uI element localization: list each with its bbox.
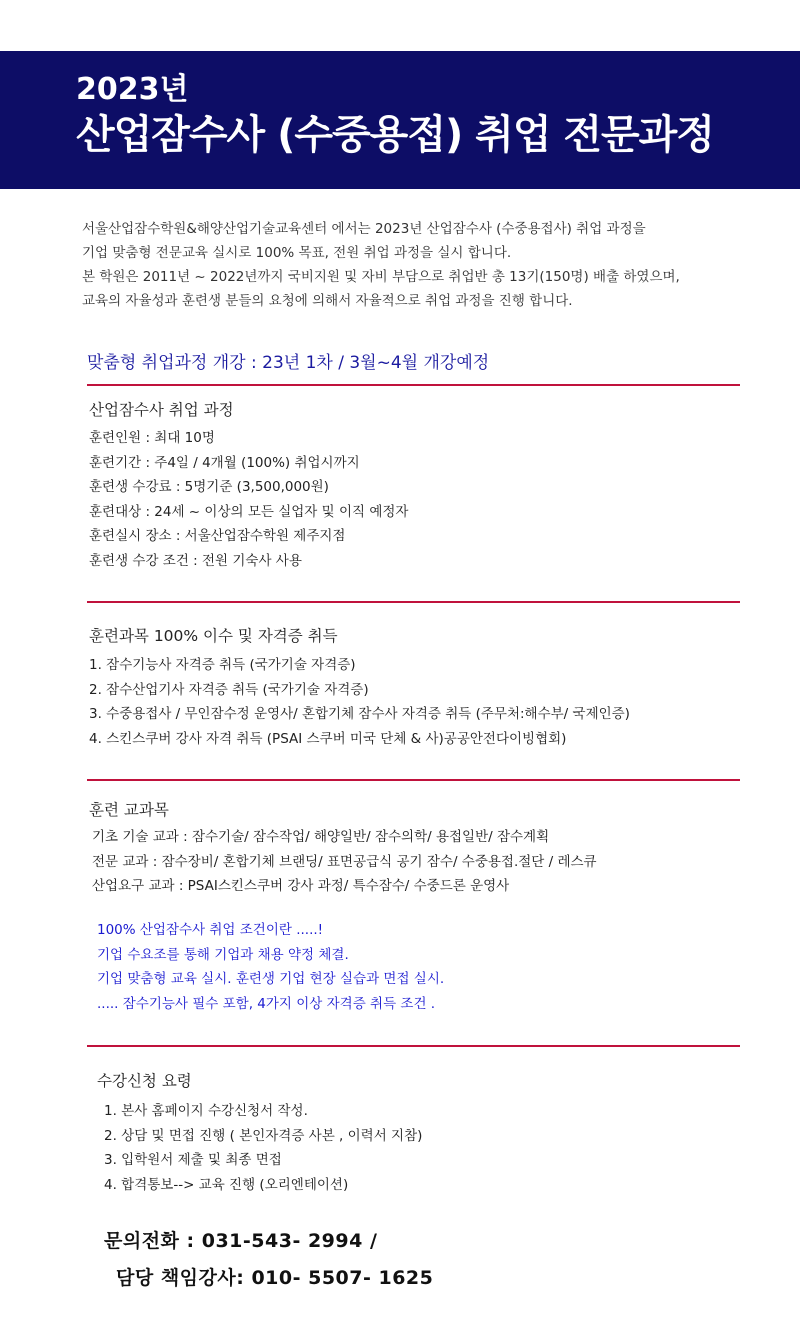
- subjects-list: [92, 825, 597, 899]
- apply-step: 2. 상담 및 면접 진행 ( 본인자격증 사본 , 이력서 지참): [104, 1127, 423, 1144]
- intro-line: 본 학원은 2011년 ~ 2022년까지 국비지원 및 자비 부담으로 취업반 총 13기(150명) 배출 하였으며,: [82, 269, 680, 285]
- contact-phone: 문의전화 : 031-543- 2994 /: [104, 1230, 378, 1252]
- opening-headline: 맞춤형 취업과정 개강 : 23년 1차 / 3월~4월 개강예정: [87, 353, 490, 373]
- condition-line: ..... 잠수기능사 필수 포함, 4가지 이상 자격증 취득 조건 .: [97, 995, 436, 1012]
- course-line: 훈련실시 장소 : 서울산업잠수학원 제주지점: [89, 528, 346, 544]
- banner-year: 2023년: [76, 72, 189, 107]
- apply-steps: [104, 1099, 422, 1197]
- certs-list: [89, 653, 630, 751]
- instructor-phone: 담당 책임강사: 010- 5507- 1625: [116, 1267, 434, 1289]
- certs-line: 3. 수중용접사 / 무인잠수정 운영사/ 혼합기체 잠수사 자격증 취득 (주무처:해수부/ 국제인증): [89, 706, 630, 722]
- intro-paragraph: [82, 217, 680, 313]
- subjects-line: 기초 기술 교과 : 잠수기술/ 잠수작업/ 해양일반/ 잠수의학/ 용접일반/ 잠수계획: [92, 829, 550, 845]
- apply-section-title: 수강신청 요령: [97, 1072, 192, 1090]
- condition-line: 기업 맞춤형 교육 실시. 훈련생 기업 현장 실습과 면접 실시.: [97, 971, 445, 987]
- divider: [87, 384, 740, 386]
- course-line: 훈련생 수강 조건 : 전원 기숙사 사용: [89, 552, 302, 569]
- course-line: 훈련인원 : 최대 10명: [89, 430, 215, 446]
- banner-title: 산업잠수사 (수중용접) 취업 전문과정: [76, 112, 714, 158]
- course-details: [89, 426, 408, 573]
- condition-line: 기업 수요조를 통해 기업과 채용 약정 체결.: [97, 946, 349, 963]
- header-banner: [0, 51, 800, 189]
- certs-line: 4. 스킨스쿠버 강사 자격 취득 (PSAI 스쿠버 미국 단체 & 사)공공안전다이빙협회): [89, 730, 567, 747]
- apply-step: 1. 본사 홈페이지 수강신청서 작성.: [104, 1103, 308, 1119]
- divider: [87, 601, 740, 603]
- apply-step: 3. 입학원서 제출 및 최종 면접: [104, 1152, 282, 1168]
- subjects-section-title: 훈련 교과목: [89, 801, 169, 819]
- subjects-line: 전문 교과 : 잠수장비/ 혼합기체 브랜딩/ 표면공급식 공기 잠수/ 수중용접.절단 / 레스큐: [92, 853, 597, 870]
- course-section-title: 산업잠수사 취업 과정: [89, 401, 234, 419]
- subjects-line: 산업요구 교과 : PSAI스킨스쿠버 강사 과정/ 특수잠수/ 수중드론 운영사: [92, 878, 510, 894]
- divider: [87, 1045, 740, 1047]
- intro-line: 기업 맞춤형 전문교육 실시로 100% 목표, 전원 취업 과정을 실시 합니다.: [82, 245, 512, 261]
- divider: [87, 779, 740, 781]
- course-line: 훈련기간 : 주4일 / 4개월 (100%) 취업시까지: [89, 454, 360, 471]
- employment-conditions: [97, 918, 444, 1016]
- apply-step: 4. 합격통보--> 교육 진행 (오리엔테이션): [104, 1176, 349, 1193]
- course-line: 훈련생 수강료 : 5명기준 (3,500,000원): [89, 479, 329, 495]
- certs-section-title: 훈련과목 100% 이수 및 자격증 취득: [89, 627, 338, 645]
- course-line: 훈련대상 : 24세 ~ 이상의 모든 실업자 및 이직 예정자: [89, 503, 409, 520]
- intro-line: 교육의 자율성과 훈련생 분들의 요청에 의해서 자율적으로 취업 과정을 진행 합니다.: [82, 293, 573, 309]
- intro-line: 서울산업잠수학원&해양산업기술교육센터 에서는 2023년 산업잠수사 (수중용접사) 취업 과정을: [82, 221, 646, 237]
- condition-line: 100% 산업잠수사 취업 조건이란 .....!: [97, 922, 324, 938]
- certs-line: 1. 잠수기능사 자격증 취득 (국가기술 자격증): [89, 657, 356, 673]
- certs-line: 2. 잠수산업기사 자격증 취득 (국가기술 자격증): [89, 681, 369, 698]
